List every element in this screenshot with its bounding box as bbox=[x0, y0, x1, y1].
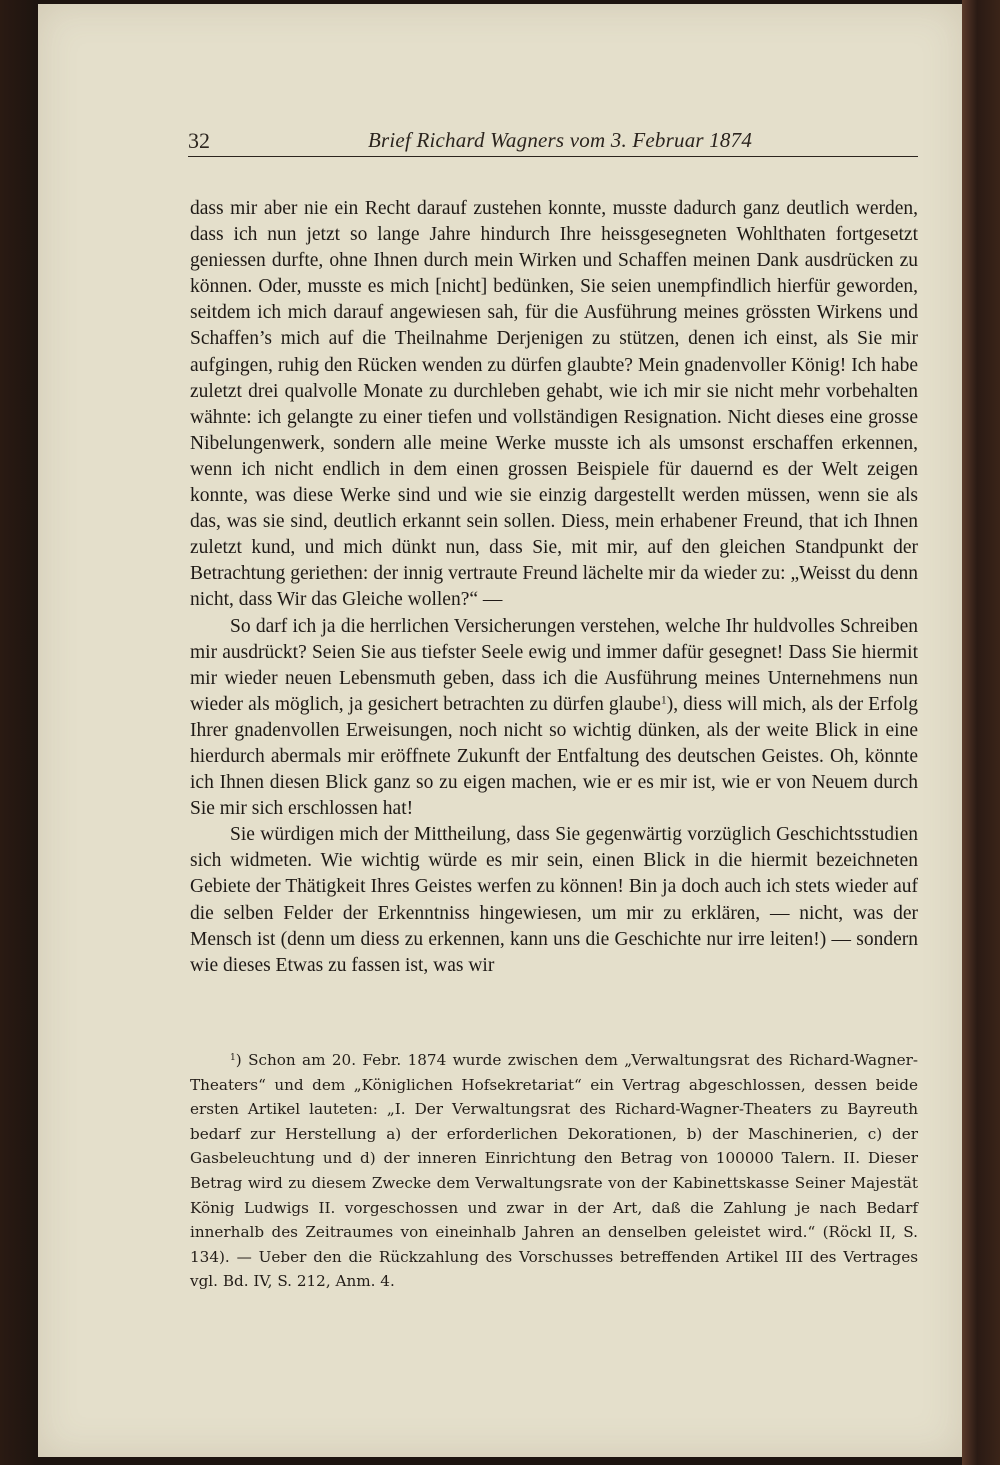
footnote-marker: 1 bbox=[230, 1052, 236, 1063]
footnote bbox=[190, 1048, 918, 1294]
page-number: 32 bbox=[188, 128, 210, 153]
paragraph-2-text-a: So darf ich ja die herrlichen Versicherungen verstehen, welche Ihr huldvolles Schreiben mir ausdrückt? Seien Sie aus tiefster Seele ewig und immer dafür gesegnet! Dass Sie hiermit mir wieder neuen Lebensmuth geben, dass ich die Ausführung meines Unternehmens nun wieder als möglich, ja gesichert betrachten zu dürfen glaube bbox=[190, 615, 918, 715]
paragraph-1: dass mir aber nie ein Recht darauf zustehen konnte, musste dadurch ganz deutlich werden, dass ich nun jetzt so lange Jahre hindurch Ihre heissgesegneten Wohlthaten fortgesetzt geniessen durfte, ohne Ihnen durch mein Wirken und Schaffen meinen Dank ausdrücken zu können. Oder, musste es mich [nicht] bedünken, Sie seien unempfindlich hierfür geworden, seitdem ich mich darauf angewiesen sah, für die Ausführung meines grössten Wirkens und Schaffen’s mich auf die Theilnahme Derjenigen zu stützen, denen ich einst, als Sie mir aufgingen, ruhig den Rücken wenden zu dürfen glaubte? Mein gnadenvoller König! Ich habe zuletzt drei qualvolle Monate zu durchleben gehabt, wie ich mir sie nicht mehr vorbehalten wähnte: ich gelangte zu einer tiefen und vollständigen Resignation. Nicht dieses eine grosse Nibelungenwerk, sondern alle meine Werke musste ich als umsonst erschaffen erkennen, wenn ich nicht endlich in dem einen grossen Beispiele für dauernd es der Welt zeigen konnte, was diese Werke sind und wie sie einzig dargestellt werden müssen, wenn sie als das, was sie sind, deutlich erkannt sein sollen. Diess, mein erhabener Freund, that ich Ihnen zuletzt kund, und mich dünkt nun, dass Sie, mit mir, auf den gleichen Standpunkt der Betrachtung geriethen: der innig vertraute Freund lächelte mir da wieder zu: „Weisst du denn nicht, dass Wir das Gleiche wollen?“ — bbox=[190, 198, 918, 611]
paragraph-3: Sie würdigen mich der Mittheilung, dass Sie gegenwärtig vorzüglich Geschichtsstudien sich widmeten. Wie wichtig würde es mir sein, einen Blick in die hiermit bezeichneten Gebiete der Thätigkeit Ihres Geistes werfen zu können! Bin ja doch auch ich stets wieder auf die selben Felder der Erkenntniss hingewiesen, um mir zu erklären, — nicht, was der Mensch ist (denn um diess zu erkennen, kann uns die Geschichte nur irre leiten!) — sondern wie dieses Etwas zu fassen ist, was wir bbox=[190, 824, 918, 976]
footnote-text: ) Schon am 20. Febr. 1874 wurde zwischen dem „Verwaltungsrat des Richard-Wagner-Theaters“ und dem „Königlichen Hofsekretariat“ ein Vertrag abgeschlossen, dessen beide ersten Artikel lauteten: „I. Der Verwaltungsrat des Richard-Wagner-Theaters zu Bayreuth bedarf zur Herstellung a) der erforderlichen Dekorationen, b) der Maschinerien, c) der Gasbeleuchtung und d) der inneren Einrichtung den Betrag von 100000 Talern. II. Dieser Betrag wird zu diesem Zwecke dem Verwaltungsrate von der Kabinettskasse Seiner Majestät König Ludwigs II. vorgeschossen und zwar in der Art, daß die Zahlung je nach Bedarf innerhalb des Zeitraumes von eineinhalb Jahren an denselben geleistet wird.“ (Röckl II, S. 134). — Ueber den die Rückzahlung des Vorschusses betreffenden Artikel III des Vertrages vgl. Bd. IV, S. 212, Anm. 4. bbox=[190, 1051, 918, 1291]
scan-left-edge bbox=[0, 0, 38, 1465]
footnote-reference: 1 bbox=[660, 693, 667, 707]
paragraph-2 bbox=[190, 614, 918, 823]
running-header bbox=[188, 128, 918, 157]
letter-body bbox=[190, 196, 918, 979]
paragraph-2-text-b: ), diess will mich, als der Erfolg Ihrer gnadenvollen Erweisungen, noch nicht so wichtig dünken, als der weite Blick in eine hierdurch abermals mir eröffnete Zukunft der Entfaltung des deutschen Geistes. Oh, könnte ich Ihnen diesen Blick ganz so zu eigen machen, wie er es mir ist, wie er von Neuem durch Sie mir sich erschlossen hat! bbox=[190, 693, 918, 820]
book-cover-edge bbox=[962, 0, 1000, 1465]
running-title: Brief Richard Wagners vom 3. Februar 1874 bbox=[368, 128, 753, 152]
